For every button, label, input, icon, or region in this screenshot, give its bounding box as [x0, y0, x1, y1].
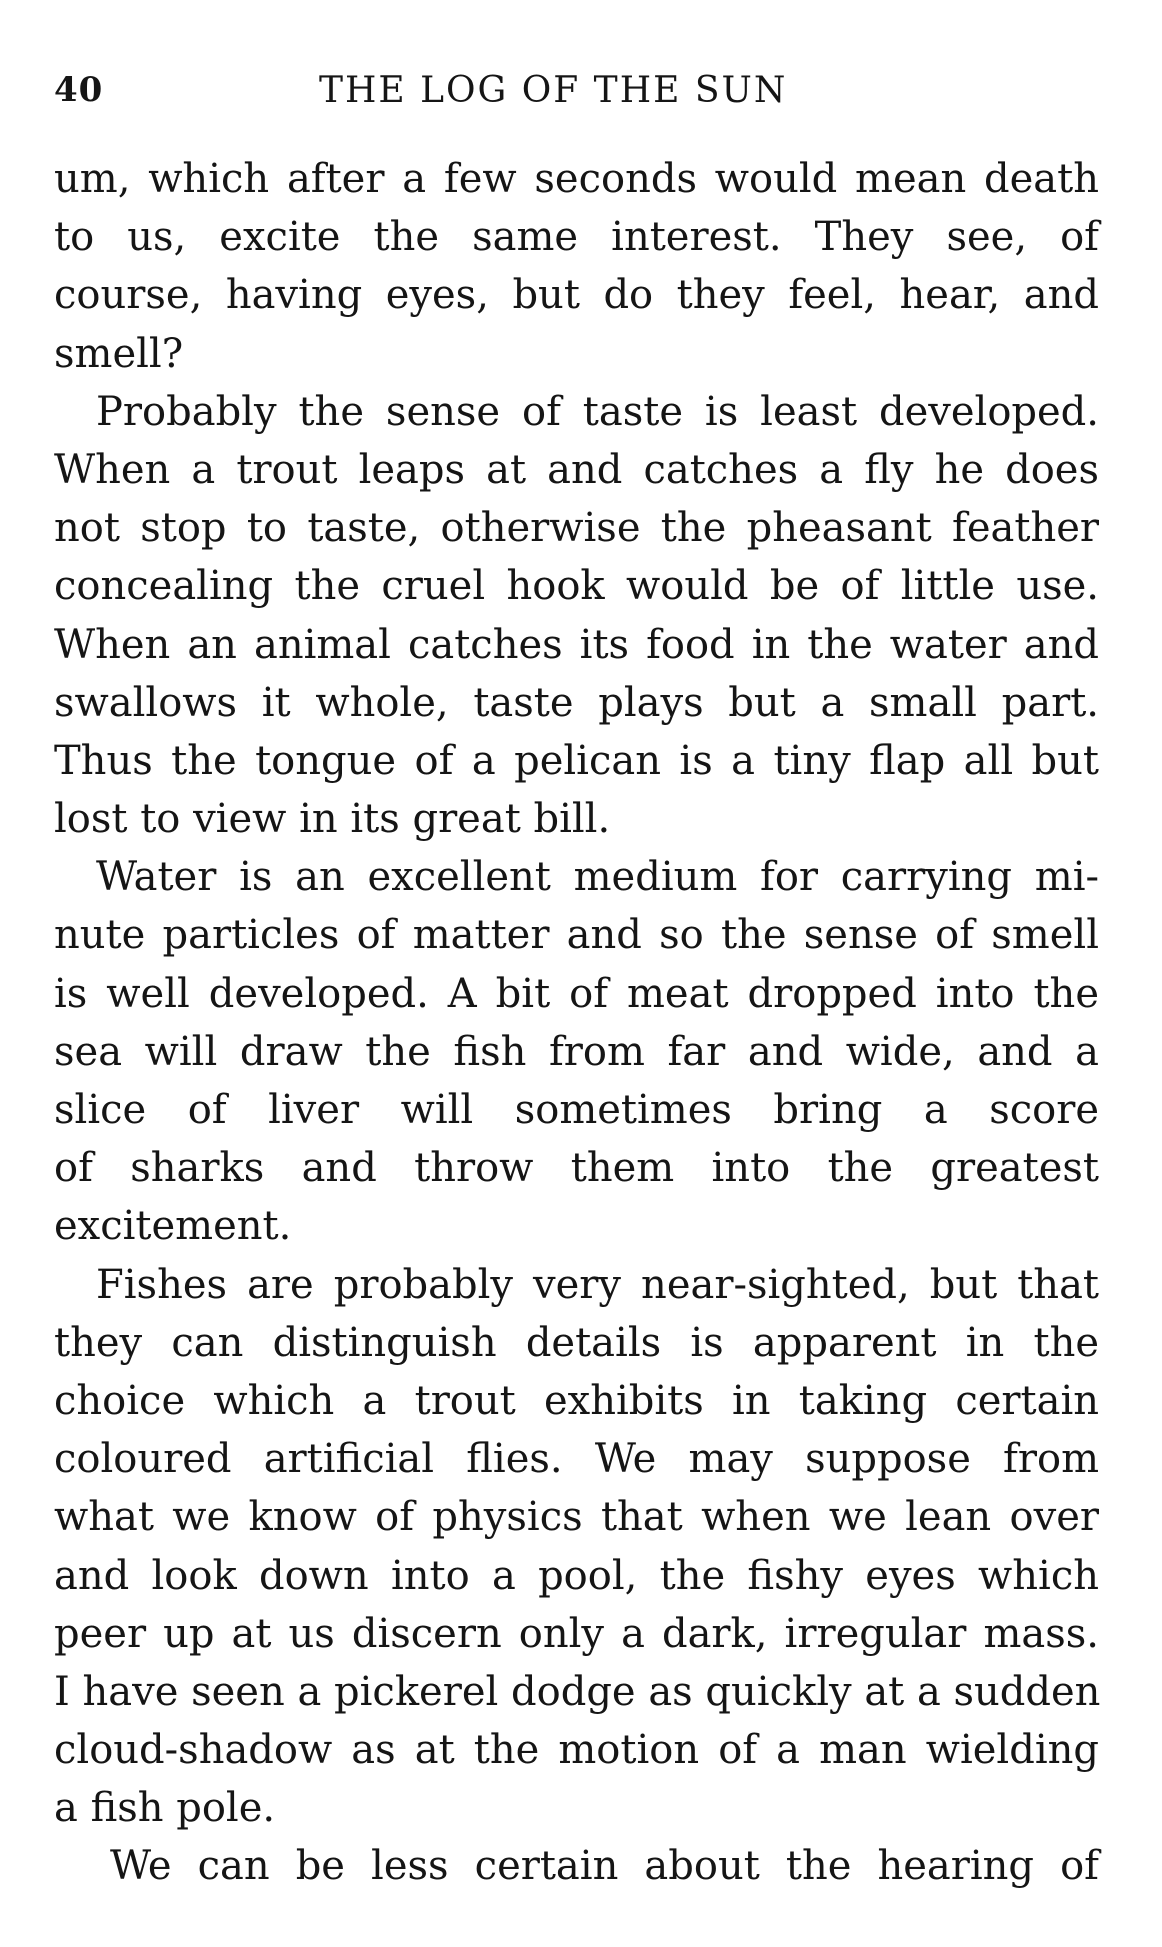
text-line: what we know of physics that when we lean over: [54, 1494, 1099, 1541]
text-line: slice of liver will sometimes bring a score: [54, 1087, 1099, 1133]
text-line: Thus the tongue of a pelican is a tiny flap all but: [54, 737, 1099, 784]
text-line: um, which after a few seconds would mean death: [54, 156, 1099, 202]
text-line: they can distinguish details is apparent in the: [54, 1319, 1099, 1366]
text-line: concealing the cruel hook would be of little use.: [54, 563, 1099, 610]
text-line: When an animal catches its food in the water and: [54, 621, 1099, 668]
page-number: 40: [54, 70, 104, 110]
text-line: sea will draw the fish from far and wide, and a: [54, 1028, 1099, 1075]
text-line: not stop to taste, otherwise the pheasant feather: [54, 505, 1099, 552]
paragraph-start-line: We can be less certain about the hearing of: [110, 1843, 1099, 1890]
text-line: of sharks and throw them into the greatest: [54, 1145, 1099, 1192]
running-head: THE LOG OF THE SUN: [319, 70, 788, 111]
paragraph-start-line: Fishes are probably very near-sighted, but that: [96, 1261, 1099, 1308]
text-line: smell?: [54, 330, 184, 377]
text-line: peer up at us discern only a dark, irregular mass.: [54, 1610, 1099, 1657]
page-header: [54, 70, 1104, 120]
text-line: a fish pole.: [54, 1785, 276, 1832]
text-line: swallows it whole, taste plays but a small part.: [54, 679, 1099, 726]
text-line: lost to view in its great bill.: [54, 796, 611, 843]
text-line: excitement.: [54, 1203, 292, 1250]
text-line: cloud-shadow as at the motion of a man wielding: [54, 1727, 1099, 1774]
text-line: to us, excite the same interest. They see, of: [54, 214, 1099, 261]
text-line: and look down into a pool, the fishy eyes which: [54, 1552, 1099, 1599]
text-line: coloured artificial flies. We may suppose from: [54, 1436, 1099, 1483]
text-line: I have seen a pickerel dodge as quickly at a sudden: [54, 1668, 1101, 1715]
text-line: course, having eyes, but do they feel, hear, and: [54, 272, 1099, 319]
text-line: is well developed. A bit of meat dropped into the: [54, 970, 1099, 1017]
text-line: When a trout leaps at and catches a fly he does: [54, 446, 1099, 493]
text-line: nute particles of matter and so the sense of smell: [54, 912, 1099, 959]
body-text: [54, 150, 1099, 1896]
paragraph-start-line: Probably the sense of taste is least developed.: [96, 388, 1099, 435]
text-line: choice which a trout exhibits in taking certain: [54, 1377, 1099, 1424]
paragraph-start-line: Water is an excellent medium for carrying mi-: [96, 854, 1099, 901]
